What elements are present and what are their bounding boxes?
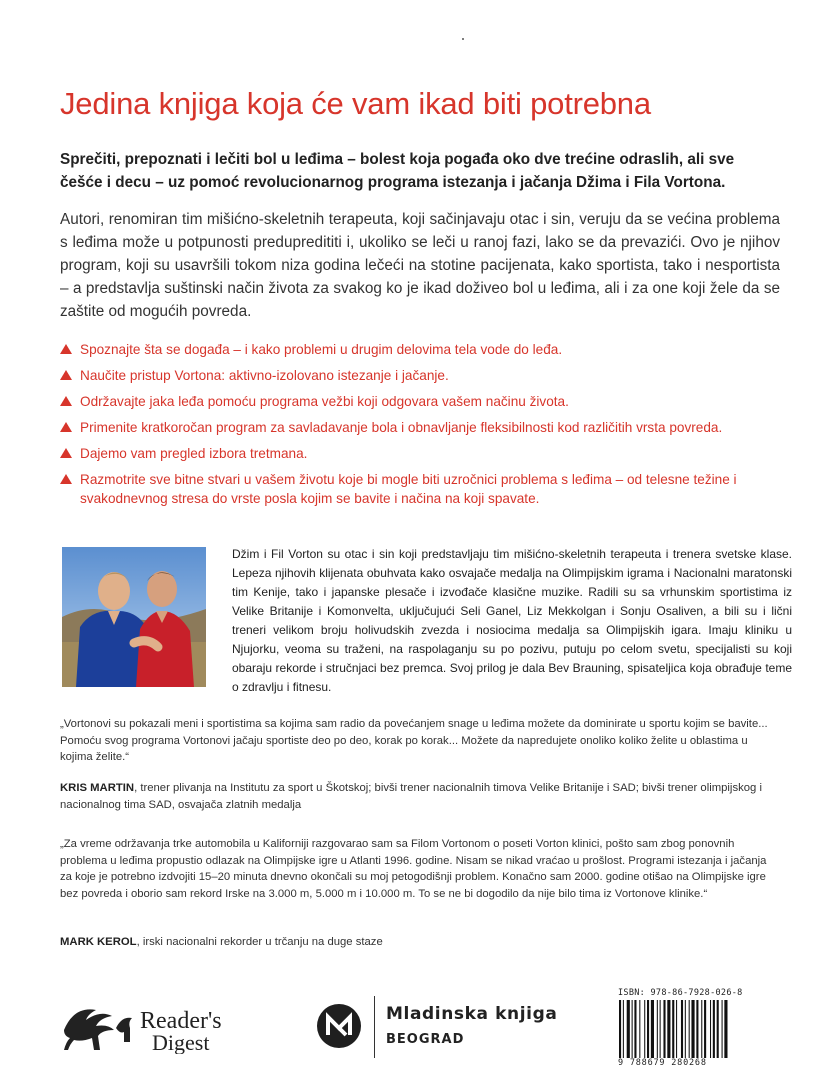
barcode-bar [701, 1000, 702, 1058]
barcode-bar [704, 1000, 706, 1058]
barcode-bar [691, 1000, 694, 1058]
barcode-bar [713, 1000, 715, 1058]
publisher-name-line1: Reader's [140, 1008, 222, 1034]
barcode-bar [651, 1000, 654, 1058]
barcode-bar [632, 1000, 633, 1058]
barcode-bar [660, 1000, 661, 1058]
isbn-number: ISBN: 978-86-7928-026-8 [618, 988, 743, 998]
authors-photo-illustration [62, 547, 206, 687]
testimonial-quote: „Vortonovi su pokazali meni i sportistima sa kojima sam radio da povećanjem snage u leđima možete da dominirate u sportu kojim se bavite... Pomoću svog programa Vortonovi jačaju sportiste deo po deo, korak po korak... Možete da napredujete onoliko koliko želite u oblastima u kojima želite.“ [60, 718, 768, 763]
authors-photo [62, 547, 206, 687]
author-name: MARK KEROL [60, 936, 137, 948]
barcode-bar [667, 1000, 670, 1058]
barcode-bar [634, 1000, 636, 1058]
barcode-bar [647, 1000, 649, 1058]
print-speck [462, 38, 464, 40]
author-role: , irski nacionalni rekorder u trčanju na duge staze [136, 936, 383, 948]
barcode-bar [681, 1000, 683, 1058]
list-item: Primenite kratkoročan program za savladavanje bola i obnavljanje fleksibilnosti kod različitih vrsta povreda. [60, 418, 780, 437]
barcode-bar [657, 1000, 658, 1058]
list-item: Dajemo vam pregled izbora tretmana. [60, 444, 780, 463]
barcode-digits: 9 788679 280268 [618, 1058, 707, 1068]
publisher-city: BEOGRAD [386, 1032, 465, 1047]
barcode-bar [623, 1000, 624, 1058]
warning-triangle-icon [60, 448, 72, 458]
list-item: Spoznajte šta se događa – i kako problemi u drugim delovima tela vode do leđa. [60, 340, 780, 359]
testimonial-author [60, 934, 780, 951]
pegasus-icon [64, 1009, 132, 1050]
publisher-name-line2: Digest [152, 1030, 210, 1054]
barcode-bar [627, 1000, 630, 1058]
isbn-barcode [617, 1000, 767, 1058]
warning-triangle-icon [60, 474, 72, 484]
barcode-bar [639, 1000, 640, 1058]
barcode-bar [696, 1000, 698, 1058]
readers-digest-logo [60, 1000, 250, 1054]
barcode-bar [672, 1000, 674, 1058]
barcode-bar [663, 1000, 665, 1058]
warning-triangle-icon [60, 370, 72, 380]
barcode-bar [619, 1000, 621, 1058]
publisher-divider [374, 996, 375, 1058]
barcode-bar [710, 1000, 711, 1058]
testimonial-author [60, 780, 780, 813]
body-paragraph: Autori, renomiran tim mišićno-skeletnih terapeuta, koji sačinjavaju otac i sin, veruju da se većina problema s leđima može u potpunosti predupredititi i, ukoliko se leči u ranoj fazi, lako se da prevazići. Ovo je njihov program, koji su usavršili tokom niza godina lečeći na stotine pacijenata, kako sportista, tako i nesportista – a predstavlja suštinski način života za svakog ko je ikad doživeo bol u leđima, ali i za one koji žele da se zaštite od mogućih povreda. [60, 211, 780, 320]
lead-paragraph: Sprečiti, prepoznati i lečiti bol u leđima – bolest koja pogađa oko dve trećine odraslih, ali sve češće i decu – uz pomoć revolucionarnog programa istezanja i jačanja Džima i Fila Vortona. [60, 151, 735, 191]
mk-monogram-icon [316, 1003, 362, 1049]
warning-triangle-icon [60, 344, 72, 354]
warning-triangle-icon [60, 422, 72, 432]
warning-triangle-icon [60, 396, 72, 406]
author-role: , trener plivanja na Institutu za sport u Škotskoj; bivši trener nacionalnih timova Velike Britanije i SAD; bivši trener olimpijskog i nacionalnog tima SAD, osvajača zlatnih medalja [60, 782, 762, 811]
barcode-bar [676, 1000, 677, 1058]
list-item: Razmotrite sve bitne stvari u vašem životu koje bi mogle biti uzročnici problema s leđima – od telesne težine i svakodnevnog stresa do vrste posla kojim se bavite i načina na koji spavate. [60, 470, 780, 508]
author-name: KRIS MARTIN [60, 782, 135, 794]
barcode-bar [724, 1000, 727, 1058]
barcode-bar [722, 1000, 723, 1058]
barcode-bar [644, 1000, 645, 1058]
barcode-bar [689, 1000, 690, 1058]
barcode-bar [717, 1000, 719, 1058]
page-title: Jedina knjiga koja će vam ikad biti potrebna [60, 86, 651, 121]
barcode-bar [685, 1000, 686, 1058]
list-item: Naučite pristup Vortona: aktivno-izolovano istezanje i jačanje. [60, 366, 780, 385]
authors-bio: Džim i Fil Vorton su otac i sin koji predstavljaju tim mišićno-skeletnih terapeuta i trenera svetske klase. Lepeza njihovih klijenata obuhvata kako osvajače medalja na Olimpijskim igrama i Nacionalni maratonski tim Kenije, tako i japanske plesače i izvođače klasične muzike. Radili su sa vrhunskim sportistima iz Velike Britanije i Komonvelta, uključujući Seli Ganel, Liz Mekkolgan i Sonju Osaliven, a bili su i lični treneri velikom broju holivudskih zvezda i nosiocima medalja sa Olimpijskih igara. Imaju kliniku u Njujorku, veoma su traženi, na raspolaganju su po pozivu, putuju po celom svetu, specijalisti su koji obaraju rekorde i stručnjaci bez premca. Svoj prilog je dala Bev Brauning, spisateljica koja obrađuje teme o zdravlju i fitnesu. [232, 547, 792, 694]
publisher-name: Mladinska knjiga [386, 1004, 558, 1024]
feature-list [60, 340, 780, 515]
list-item: Održavajte jaka leđa pomoću programa vežbi koji odgovara vašem načinu života. [60, 392, 780, 411]
testimonial-quote: „Za vreme održavanja trke automobila u Kaliforniji razgovarao sam sa Filom Vortonom o poseti Vorton klinici, pošto sam zbog ponovnih problema u leđima propustio odlazak na Olimpijske igre u Atlanti 1996. godine. Nisam se nikad vraćao u prošlost. Programi istezanja i jačanja za koje je potrebno izdvojiti 15–20 minuta dnevno okončali su moj petogodišnji problem. Konačno sam 2000. godine otišao na Olimpijske igre bez povreda i oborio sam rekord Irske na 3.000 m, 5.000 m i 10.000 m. To se ne bi dogodilo da nije bilo tima iz Vortonove klinike.“ [60, 838, 767, 900]
